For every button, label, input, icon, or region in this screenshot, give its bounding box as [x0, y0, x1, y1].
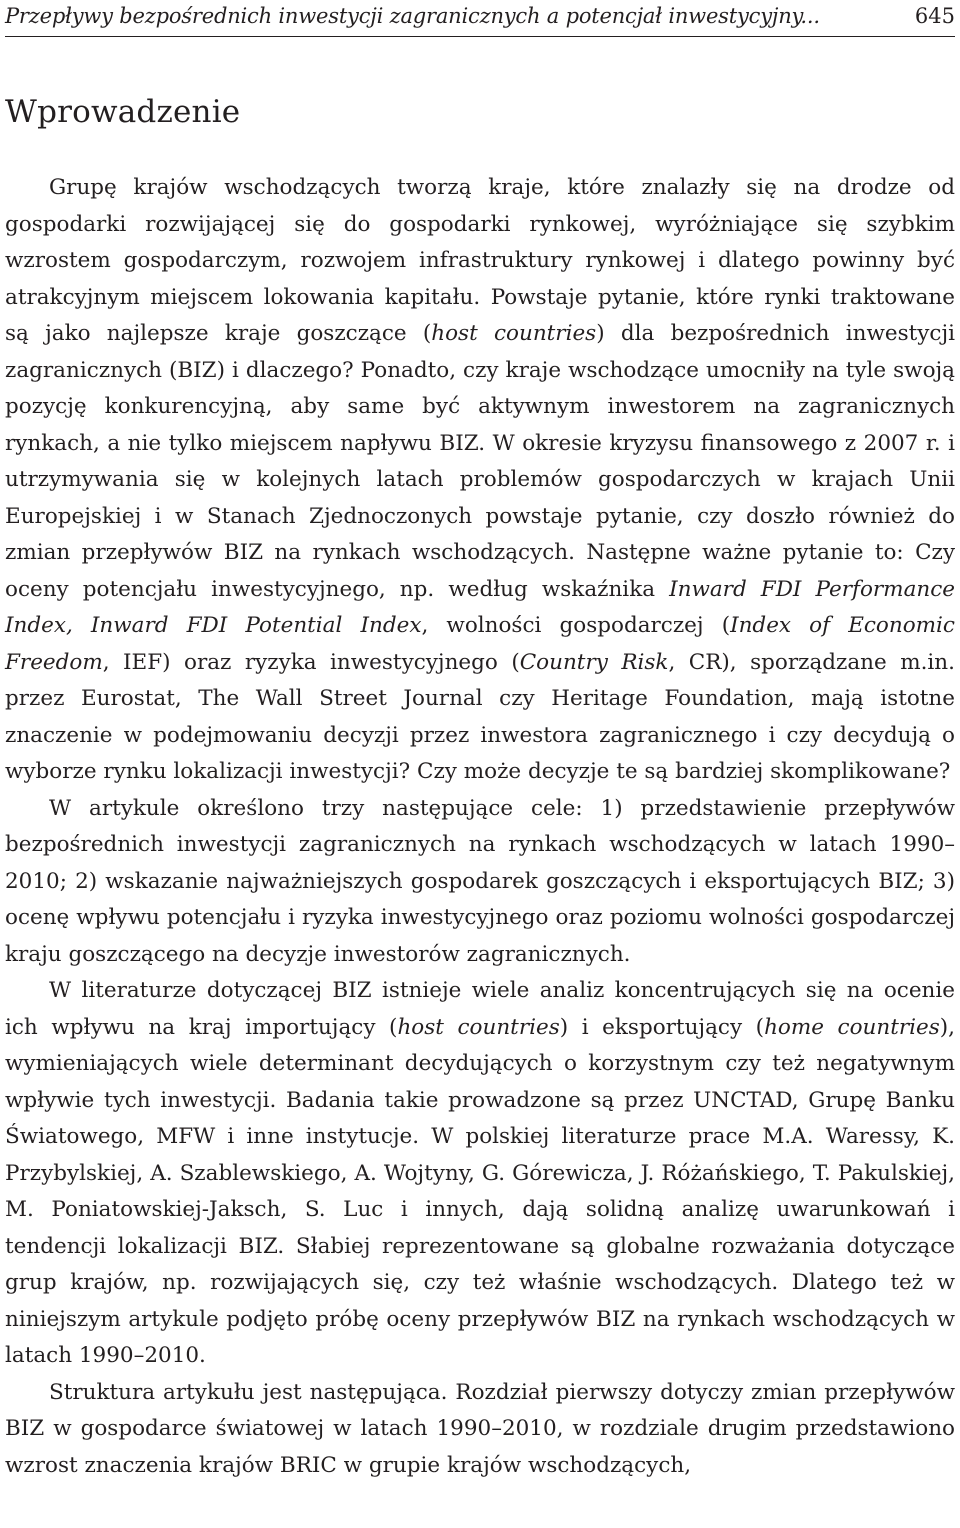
paragraph-emphasis: host countries — [397, 1014, 560, 1040]
paragraph-emphasis: host countries — [431, 321, 597, 346]
running-header — [5, 0, 955, 37]
paragraph-text: ) dla bezpośrednich inwestycji zagranicznych (BIZ) i dlaczego? Ponadto, czy kraje wschodzące umocniły na tyle swoją pozycję konkurencyjną, aby same być aktywnym inwestorem na zagranicznych rynkach, a nie tylko miejscem napływu BIZ. W okresie kryzysu finansowego z 2007 r. i utrzymywania się w kolejnych latach problemów gospodarczych w krajach Unii Europejskiej i w Stanach Zjednoczonych powstaje pytanie, czy doszło również do zmian przepływów BIZ na rynkach wschodzących. Następne ważne pytanie to: Czy oceny potencjału inwestycyjnego, np. według wskaźnika — [5, 321, 955, 602]
paragraph-text: ), wymieniających wiele determinant decydujących o korzystnym czy też negatywnym wpływie tych inwestycji. Badania takie prowadzone są przez UNCTAD, Grupę Banku Światowego, MFW i inne instytucje. W polskiej literaturze prace M.A. Waressy, K. Przybylskiej, A. Szablewskiego, A. Wojtyny, G. Górewicza, J. Różańskiego, T. Pakulskiej, M. Poniatowskiej-Jaksch, S. Luc i innych, dają solidną analizę uwarunkowań i tendencji lokalizacji BIZ. Słabiej reprezentowane są globalne rozważania dotyczące grup krajów, np. rozwijających się, czy też właśnie wschodzących. Dlatego też w niniejszym artykule podjęto próbę oceny przepływów BIZ na rynkach wschodzących w latach 1990–2010. — [5, 1014, 956, 1368]
paragraph-text: Struktura artykułu jest następująca. Rozdział pierwszy dotyczy zmian przepływów BIZ w gospodarce światowej w latach 1990–2010, w rozdziale drugim przedstawiono wzrost znaczenia krajów BRIC w grupie krajów wschodzących, — [5, 1379, 955, 1478]
paragraph-text: Grupę krajów wschodzących tworzą kraje, które znalazły się na drodze od gospodarki rozwijającej się do gospodarki rynkowej, wyróżniające się szybkim wzrostem gospodarczym, rozwojem infrastruktury rynkowej i dlatego powinny być atrakcyjnym miejscem lokowania kapitału. Powstaje pytanie, które rynki traktowane są jako najlepsze kraje goszczące ( — [5, 175, 955, 346]
running-title: Przepływy bezpośrednich inwestycji zagranicznych a potencjał inwestycyjny... — [5, 4, 820, 28]
paragraph-text: W literaturze dotyczącej BIZ istnieje wiele analiz koncentrujących się na ocenie ich wpływu na kraj importujący ( — [5, 978, 955, 1040]
paragraph-text: , CR), sporządzane m.in. przez Eurostat, The Wall Street Journal czy Heritage Foundation, mają istotne znaczenie w podejmowaniu decyzji przez inwestora zagranicznego i czy decydują o wyborze rynku lokalizacji inwestycji? Czy może decyzje te są bardziej skomplikowane? — [5, 649, 955, 784]
paragraph-emphasis: Country Risk — [519, 649, 669, 675]
paragraph-emphasis: home countries — [764, 1014, 940, 1040]
paragraph-3 — [5, 973, 955, 1375]
paragraph-text: ) i eksportujący ( — [559, 1014, 765, 1040]
paragraph-text: , wolności gospodarczej ( — [421, 613, 731, 638]
paragraph-emphasis: Inward FDI Performance Index, Inward FDI Potential Index — [5, 576, 955, 638]
paragraph-emphasis: Index of Economic Freedom — [5, 613, 955, 675]
section-title: Wprowadzenie — [5, 94, 241, 130]
paragraph-text: W artykule określono trzy następujące cele: 1) przedstawienie przepływów bezpośrednich inwestycji zagranicznych na rynkach wschodzących w latach 1990–2010; 2) wskazanie najważniejszych gospodarek goszczących i eksportujących BIZ; 3) ocenę wpływu potencjału i ryzyka inwestycyjnego oraz poziomu wolności gospodarczej kraju goszczącego na decyzje inwestorów zagranicznych. — [5, 795, 955, 967]
paragraph-text: , IEF) oraz ryzyka inwestycyjnego ( — [102, 649, 520, 675]
paragraph-1 — [5, 170, 955, 791]
body-text — [5, 170, 955, 1484]
paragraph-2 — [5, 791, 955, 974]
paragraph-4 — [5, 1375, 955, 1485]
page-number: 645 — [914, 4, 955, 28]
